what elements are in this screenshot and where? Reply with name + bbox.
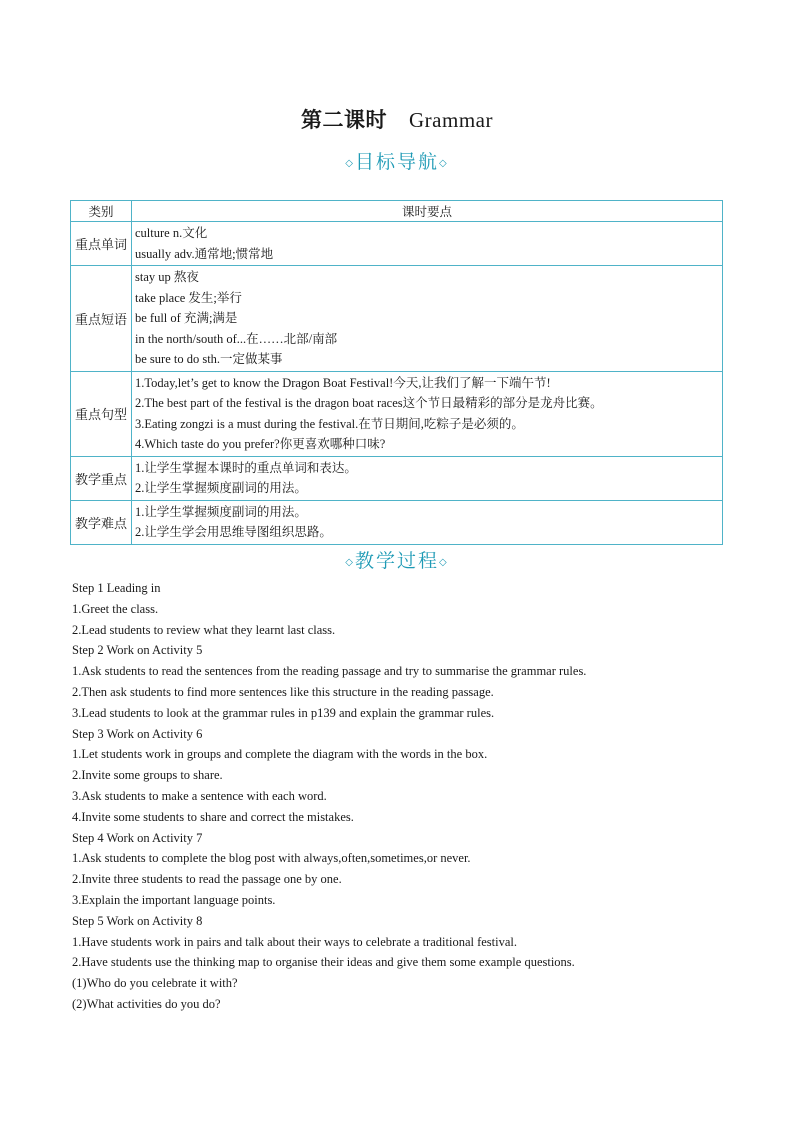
title-cn: 第二课时 xyxy=(301,108,388,132)
title-en: Grammar xyxy=(409,108,493,132)
category-cell: 重点短语 xyxy=(71,266,132,372)
step-heading: Step 5 Work on Activity 8 xyxy=(72,913,203,928)
point-line: stay up 熬夜 xyxy=(135,270,199,284)
point-line: 4.Which taste do you prefer?你更喜欢哪种口味? xyxy=(135,437,386,451)
step-item: 3.Ask students to make a sentence with each word. xyxy=(72,788,327,803)
point-line: be sure to do sth.一定做某事 xyxy=(135,352,283,366)
table-header-row xyxy=(71,201,723,222)
process-steps xyxy=(72,578,752,1015)
category-cell: 教学重点 xyxy=(71,456,132,500)
table-row xyxy=(71,371,723,456)
table-row xyxy=(71,266,723,372)
step-item: 1.Ask students to read the sentences from the reading passage and try to summarise the grammar rules. xyxy=(72,664,587,679)
diamond-icon: ◇ xyxy=(439,557,449,569)
step-item: 2.Invite some groups to share. xyxy=(72,768,223,783)
point-line: be full of 充满;满是 xyxy=(135,311,238,325)
point-line: 2.让学生学会用思维导图组织思路。 xyxy=(135,525,332,539)
category-cell: 重点单词 xyxy=(71,222,132,266)
point-line: 1.让学生掌握频度副词的用法。 xyxy=(135,504,307,519)
step-heading: Step 3 Work on Activity 6 xyxy=(72,726,203,741)
point-line: 1.让学生掌握本课时的重点单词和表达。 xyxy=(135,460,357,475)
process-heading xyxy=(0,546,794,573)
diamond-icon: ◇ xyxy=(345,557,355,569)
step-item: 1.Let students work in groups and complete the diagram with the words in the box. xyxy=(72,747,488,762)
step-item: 1.Have students work in pairs and talk about their ways to celebrate a traditional festival. xyxy=(72,934,518,949)
table-row xyxy=(71,500,723,544)
point-line: take place 发生;举行 xyxy=(135,290,242,305)
step-item: 2.Then ask students to find more sentences like this structure in the reading passage. xyxy=(72,684,494,699)
step-item: 2.Have students use the thinking map to organise their ideas and give them some example questions. xyxy=(72,955,575,970)
step-item: (1)Who do you celebrate it with? xyxy=(72,976,238,991)
step-item: 2.Lead students to review what they learnt last class. xyxy=(72,622,336,637)
points-cell xyxy=(132,456,723,500)
process-heading-text: 教学过程 xyxy=(354,551,439,572)
table-row xyxy=(71,456,723,500)
point-line: 3.Eating zongzi is a must during the festival.在节日期间,吃粽子是必须的。 xyxy=(135,416,524,431)
step-heading: Step 1 Leading in xyxy=(72,581,161,595)
point-line: usually adv.通常地;惯常地 xyxy=(135,246,274,261)
points-cell xyxy=(132,500,723,544)
step-heading: Step 2 Work on Activity 5 xyxy=(72,643,203,658)
point-line: 2.让学生掌握频度副词的用法。 xyxy=(135,481,307,495)
point-line: 1.Today,let’s get to know the Dragon Boat Festival!今天,让我们了解一下端午节! xyxy=(135,375,551,390)
header-category: 类别 xyxy=(71,201,132,222)
objectives-heading-text: 目标导航 xyxy=(354,152,439,173)
step-heading: Step 4 Work on Activity 7 xyxy=(72,830,203,845)
step-item: (2)What activities do you do? xyxy=(72,996,221,1011)
header-points: 课时要点 xyxy=(132,201,723,222)
diamond-icon: ◇ xyxy=(345,158,355,170)
points-cell xyxy=(132,222,723,266)
page-title xyxy=(0,104,794,134)
point-line: in the north/south of...在……北部/南部 xyxy=(135,331,338,346)
table-row xyxy=(71,222,723,266)
step-item: 1.Greet the class. xyxy=(72,601,159,616)
objectives-table xyxy=(70,200,723,545)
category-cell: 教学难点 xyxy=(71,500,132,544)
step-item: 3.Lead students to look at the grammar rules in p139 and explain the grammar rules. xyxy=(72,705,495,720)
step-item: 3.Explain the important language points. xyxy=(72,892,276,907)
step-item: 1.Ask students to complete the blog post with always,often,sometimes,or never. xyxy=(72,851,471,866)
points-cell xyxy=(132,266,723,372)
point-line: 2.The best part of the festival is the dragon boat races这个节日最精彩的部分是龙舟比赛。 xyxy=(135,396,603,410)
step-item: 2.Invite three students to read the passage one by one. xyxy=(72,872,342,887)
category-cell: 重点句型 xyxy=(71,371,132,456)
step-item: 4.Invite some students to share and correct the mistakes. xyxy=(72,809,354,824)
point-line: culture n.文化 xyxy=(135,226,208,240)
diamond-icon: ◇ xyxy=(439,158,449,170)
objectives-heading xyxy=(0,147,794,174)
points-cell xyxy=(132,371,723,456)
